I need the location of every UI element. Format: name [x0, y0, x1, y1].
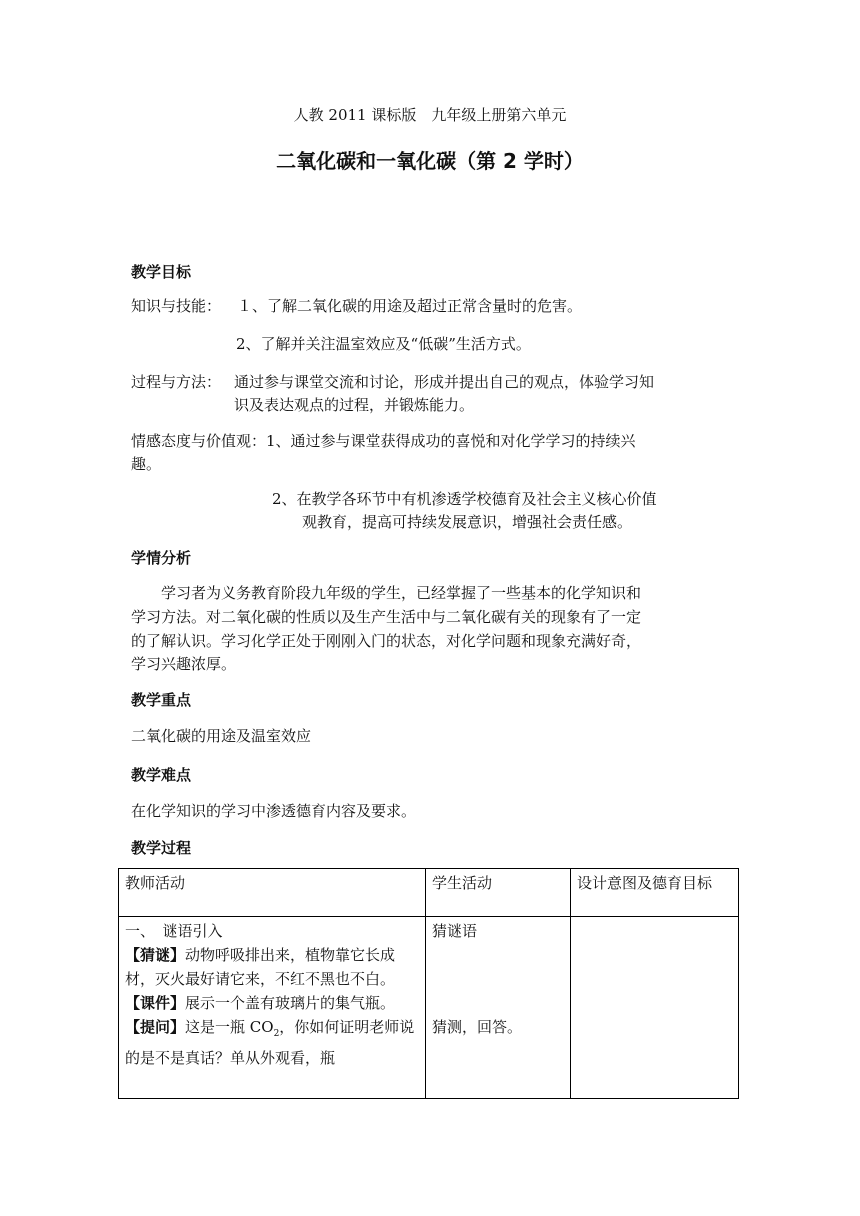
edition-line: 人教 2011 课标版 九年级上册第六单元: [293, 106, 567, 124]
difficulty-text: 在化学知识的学习中渗透德育内容及要求。: [131, 802, 417, 820]
table-header-row: [119, 869, 739, 917]
student-activity-1: 猜谜语: [432, 922, 478, 940]
student-activity-2: 猜测，回答。: [432, 1018, 523, 1036]
column-header-intent: 设计意图及德育目标: [571, 869, 739, 917]
difficulty-heading: 教学难点: [131, 766, 192, 784]
courseware-tag: 【课件】: [125, 994, 186, 1012]
lesson-title: 二氧化碳和一氧化碳（第 2 学时）: [276, 149, 584, 173]
knowledge-item-1: １、了解二氧化碳的用途及超过正常含量时的危害。: [237, 297, 583, 315]
key-point-text: 二氧化碳的用途及温室效应: [131, 727, 312, 745]
key-point-heading: 教学重点: [131, 691, 192, 709]
table-row: [119, 917, 739, 1099]
emotion-line-2: 趣。: [131, 455, 162, 473]
column-header-teacher: 教师活动: [119, 869, 426, 917]
question-paragraph: [125, 1015, 419, 1070]
riddle-text: 动物呼吸排出来，植物靠它长成材，灭火最好请它来，不红不黑也不白。: [125, 946, 396, 988]
teacher-activity-cell: [119, 917, 426, 1099]
spacer: [432, 943, 564, 1015]
analysis-line-3: 的了解认识。学习化学正处于刚刚入门的状态，对化学问题和现象充满好奇，: [131, 632, 642, 650]
process-line-1: 通过参与课堂交流和讨论，形成并提出自己的观点，体验学习知: [234, 373, 655, 391]
objectives-heading: 教学目标: [131, 263, 192, 281]
student-activity-cell: [426, 917, 571, 1099]
knowledge-label: 知识与技能：: [131, 297, 222, 315]
emotion-item-2-line-1: 2、在教学各环节中有机渗透学校德育及社会主义核心价值: [272, 490, 657, 508]
knowledge-item-2: 2、了解并关注温室效应及“低碳”生活方式。: [236, 335, 531, 353]
courseware-text: 展示一个盖有玻璃片的集气瓶。: [185, 994, 396, 1012]
emotion-line-1: 情感态度与价值观：1、通过参与课堂获得成功的喜悦和对化学学习的持续兴: [131, 432, 636, 450]
riddle-paragraph: [125, 943, 419, 991]
intent-cell: [571, 917, 739, 1099]
process-heading: 教学过程: [131, 839, 192, 857]
question-text-a: 这是一瓶 CO: [185, 1018, 274, 1036]
analysis-line-1: 学习者为义务教育阶段九年级的学生，已经掌握了一些基本的化学知识和: [161, 584, 642, 602]
analysis-line-2: 学习方法。对二氧化碳的性质以及生产生活中与二氧化碳有关的现象有了一定: [131, 608, 642, 626]
process-label: 过程与方法：: [131, 373, 222, 391]
analysis-heading: 学情分析: [131, 549, 192, 567]
question-tag: 【提问】: [125, 1018, 186, 1036]
question-subscript: 2: [273, 1029, 280, 1039]
analysis-line-4: 学习兴趣浓厚。: [131, 655, 237, 673]
section-title: 一、 谜语引入: [125, 922, 223, 940]
courseware-paragraph: [125, 991, 419, 1015]
column-header-student: 学生活动: [426, 869, 571, 917]
emotion-item-2-line-2: 观教育，提高可持续发展意识，增强社会责任感。: [302, 513, 633, 531]
riddle-tag: 【猜谜】: [125, 946, 186, 964]
question-text-b: ，你如何证明老师说的是不是真话？单从外观看，瓶: [125, 1018, 415, 1067]
process-line-2: 识及表达观点的过程，并锻炼能力。: [234, 396, 475, 414]
teaching-process-table: [118, 868, 739, 1099]
